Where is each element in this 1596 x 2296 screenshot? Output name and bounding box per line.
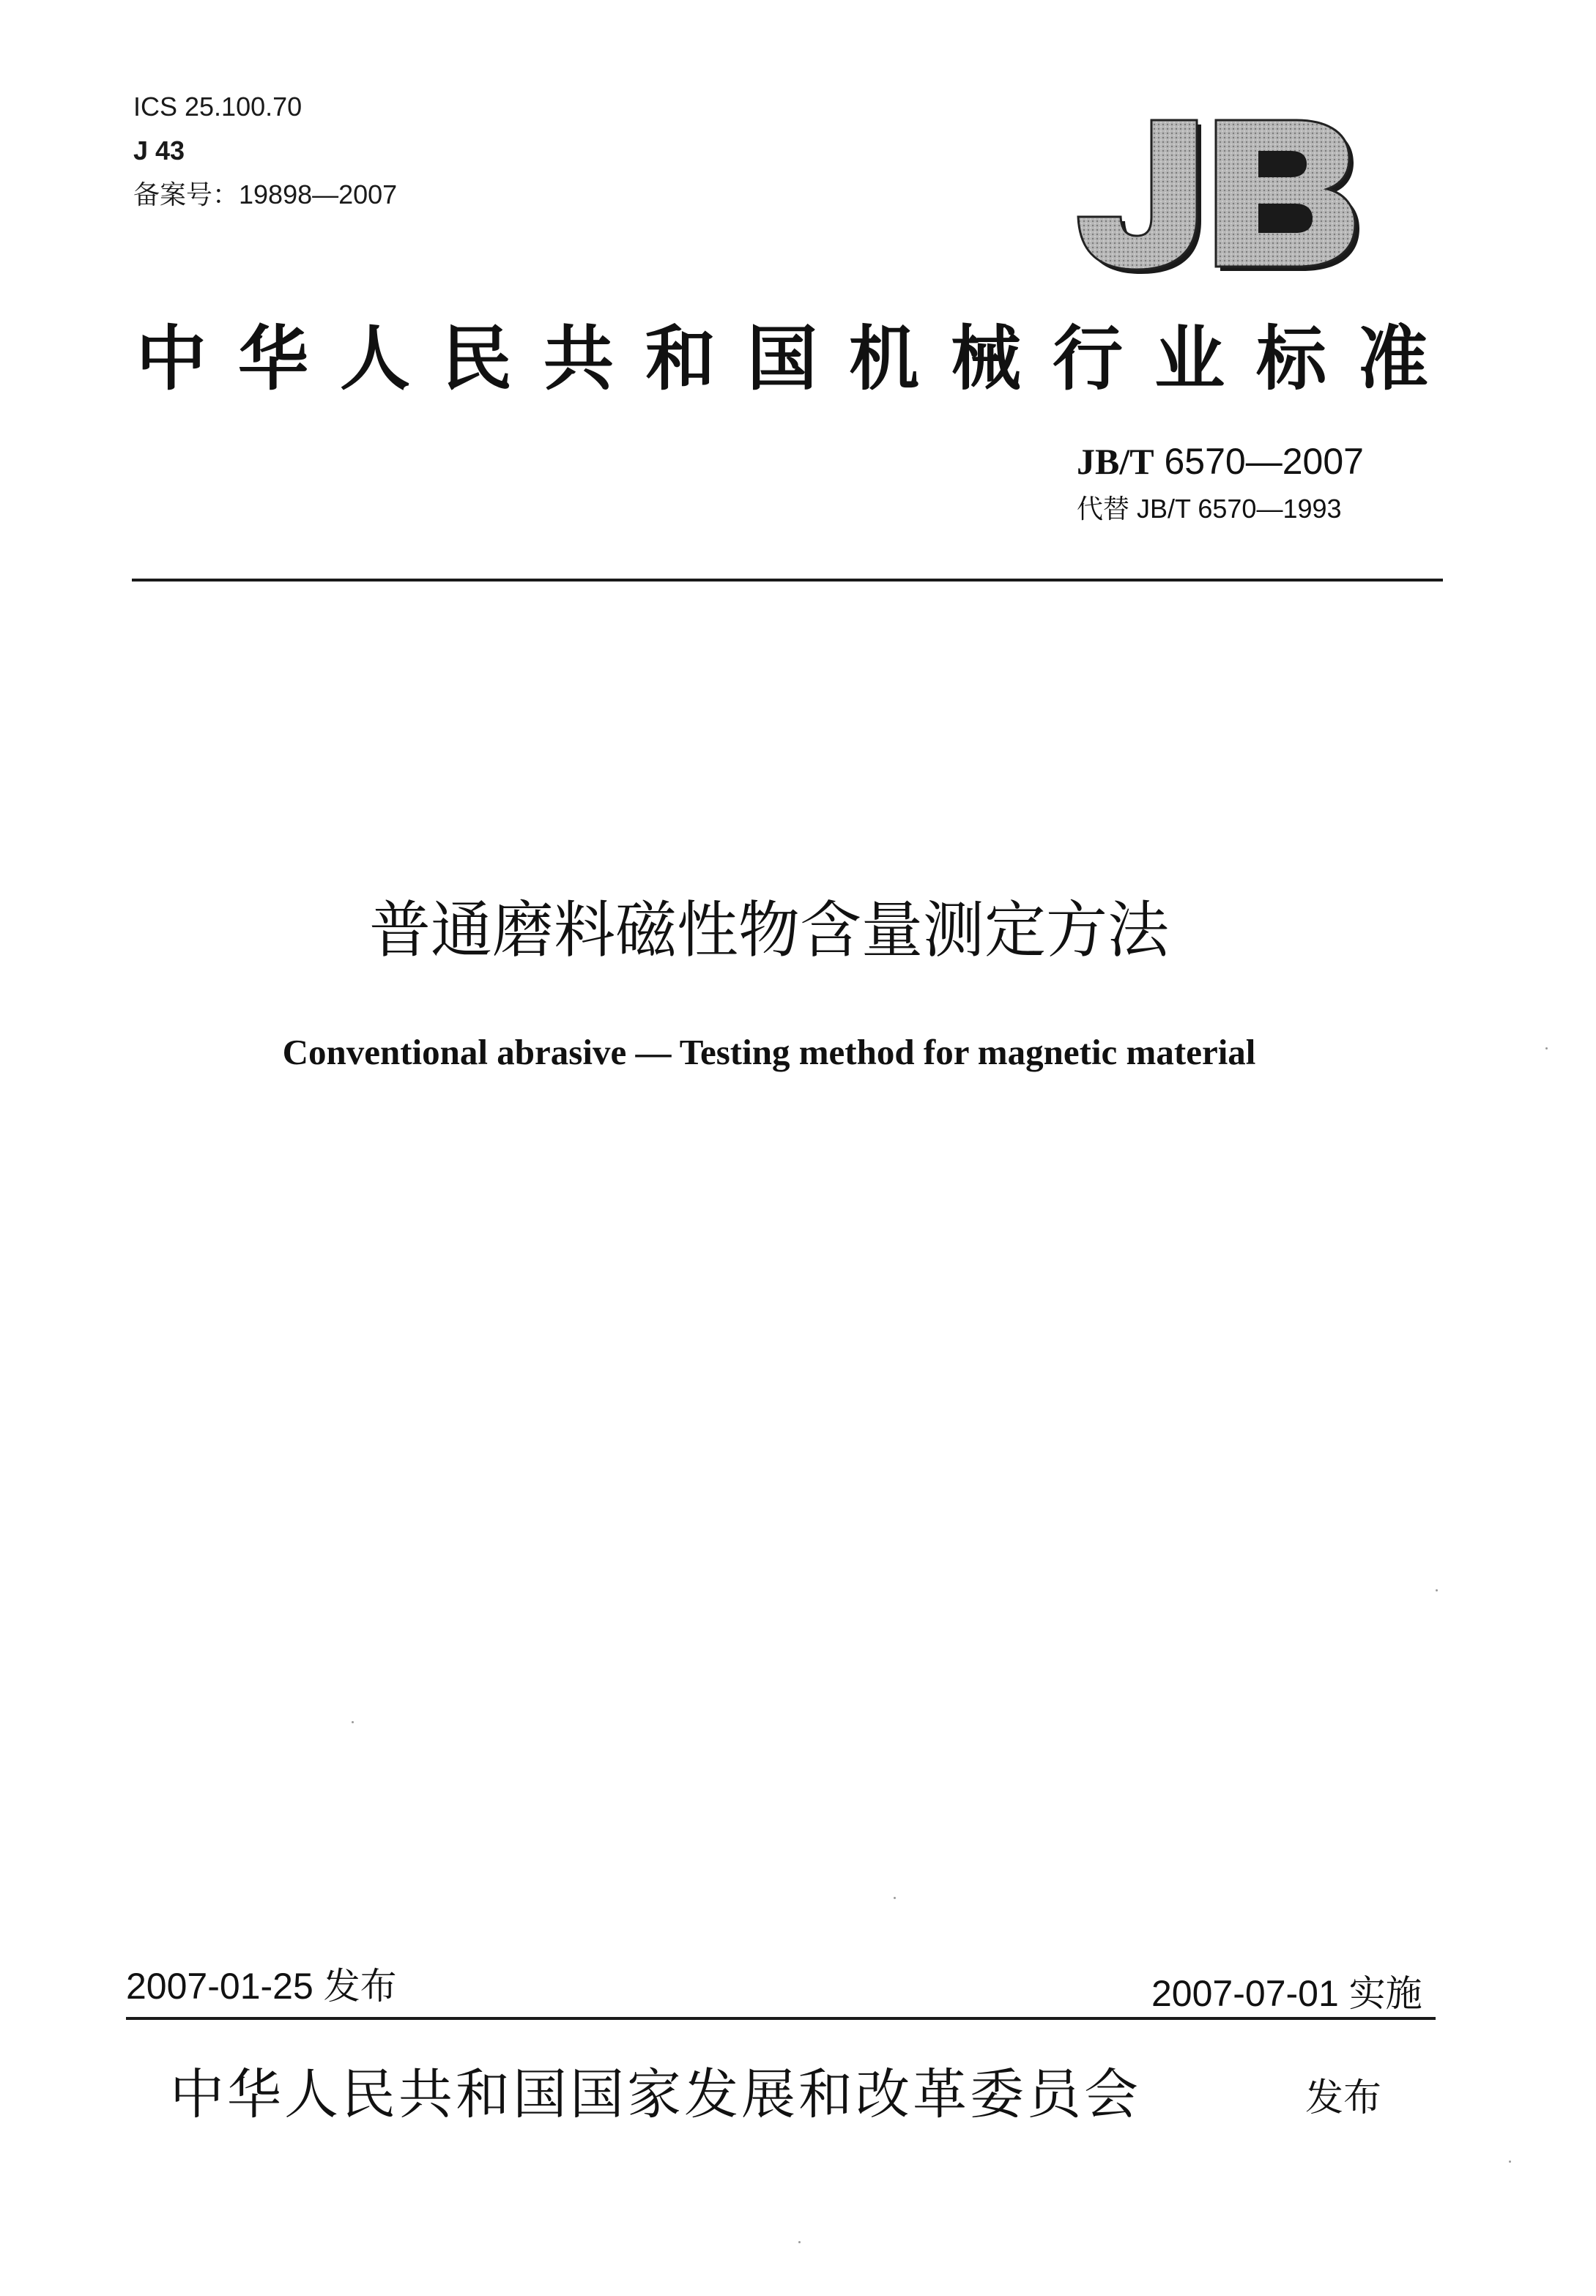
ics-code: ICS 25.100.70: [133, 92, 303, 122]
effective-date: 2007-07-01 实施: [1151, 1973, 1422, 2014]
issuer-name: 中华人民共和国国家发展和改革委员会: [170, 2063, 1141, 2126]
standard-number: [1077, 438, 1364, 485]
top-divider: [132, 579, 1443, 582]
scan-speck: [798, 2241, 801, 2243]
scan-speck: [1545, 1047, 1548, 1049]
masthead-title: 中华人民共和国机械行业标准: [136, 318, 1460, 400]
jb-logo: [1069, 110, 1362, 278]
replaces-standard: 代替 JB/T 6570—1993: [1077, 494, 1342, 524]
scan-speck: [894, 1897, 896, 1899]
scan-speck: [1436, 1589, 1438, 1591]
record-number: 备案号：19898—2007: [133, 179, 398, 209]
issue-date: 2007-01-25 发布: [126, 1966, 397, 2007]
scan-speck: [352, 1721, 354, 1723]
issuer-suffix: 发布: [1305, 2076, 1382, 2120]
standard-number-value: 6570—2007: [1154, 441, 1364, 482]
scan-speck: [1509, 2161, 1511, 2163]
ccs-code: J 43: [133, 135, 185, 166]
bottom-divider: [126, 2017, 1436, 2020]
title-chinese: 普通磨料磁性物含量测定方法: [368, 894, 1169, 966]
title-english: Conventional abrasive — Testing method for magnetic material: [282, 1032, 1256, 1072]
standard-number-prefix: JB/T: [1077, 441, 1154, 482]
